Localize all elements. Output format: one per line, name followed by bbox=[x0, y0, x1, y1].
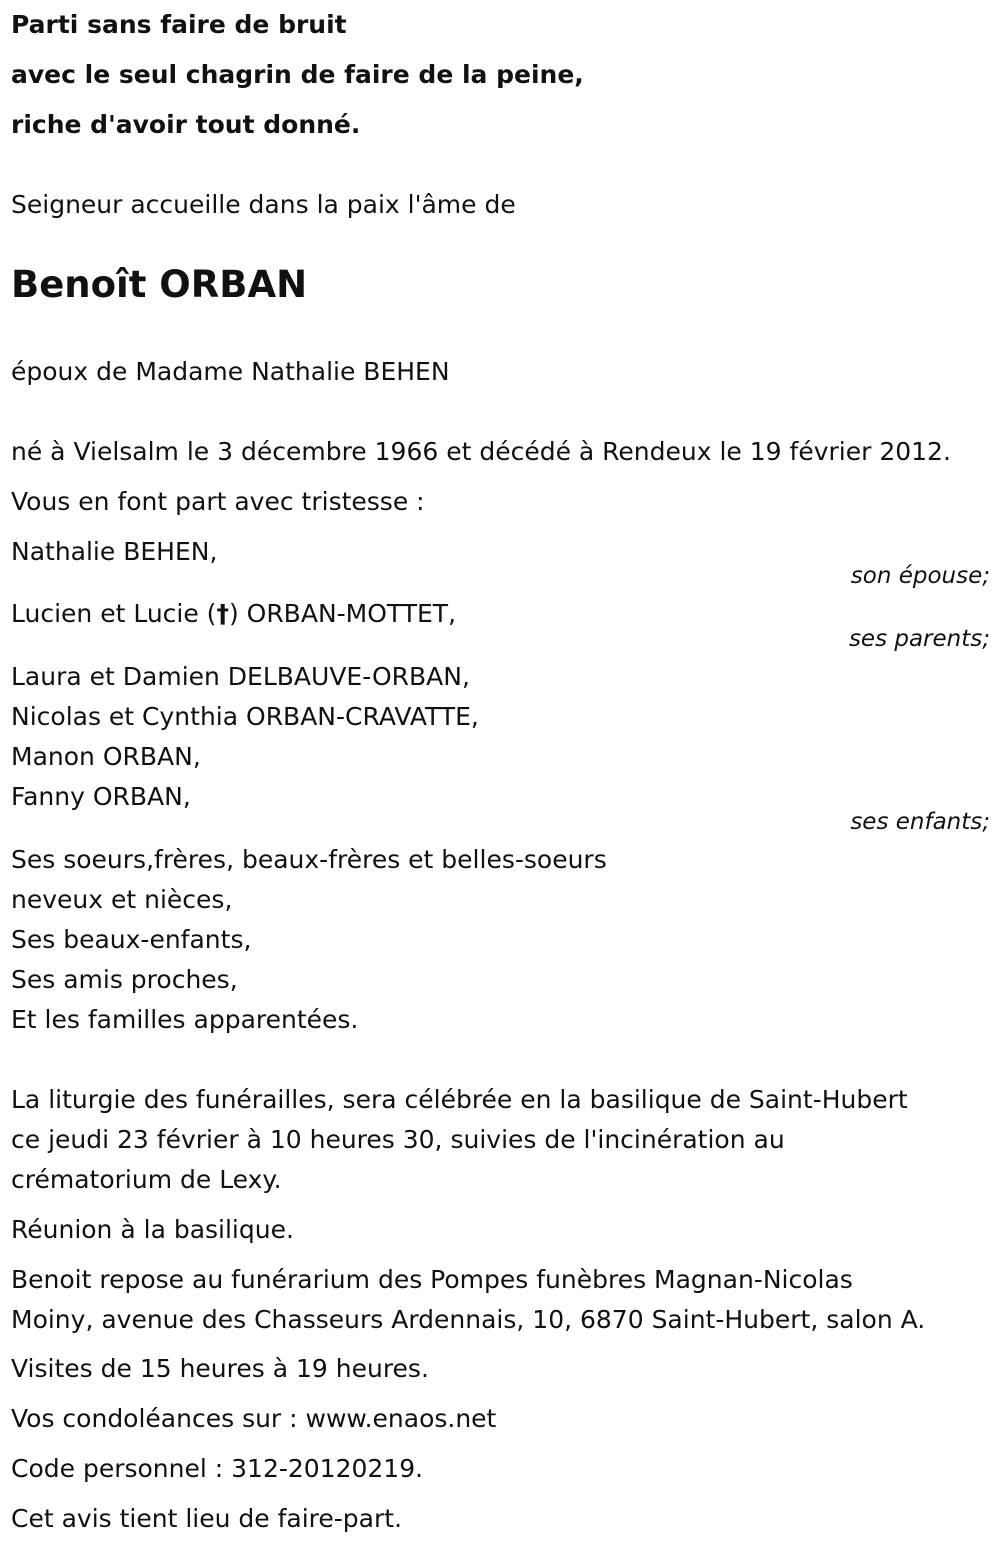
family-child-name: Manon ORBAN, bbox=[11, 742, 201, 771]
spouse-line: époux de Madame Nathalie BEHEN bbox=[11, 357, 450, 386]
family-child-name: Fanny ORBAN, bbox=[11, 782, 191, 811]
announcement-line: Vous en font part avec tristesse : bbox=[11, 487, 425, 516]
family-other-line: Ses beaux-enfants, bbox=[11, 925, 252, 954]
poem-line-2: avec le seul chagrin de faire de la peine, bbox=[11, 60, 584, 89]
visits-line: Visites de 15 heures à 19 heures. bbox=[11, 1354, 429, 1383]
family-child-name: Laura et Damien DELBAUVE-ORBAN, bbox=[11, 662, 470, 691]
family-other-line: Ses amis proches, bbox=[11, 965, 238, 994]
poem-line-3: riche d'avoir tout donné. bbox=[11, 110, 361, 139]
family-other-line: Et les familles apparentées. bbox=[11, 1005, 359, 1034]
family-children-relation: ses enfants; bbox=[850, 809, 990, 835]
intro-text: Seigneur accueille dans la paix l'âme de bbox=[11, 190, 516, 219]
funeral-line: ce jeudi 23 février à 10 heures 30, suivies de l'incinération au bbox=[11, 1125, 785, 1154]
code-line: Code personnel : 312-20120219. bbox=[11, 1454, 424, 1483]
birth-death-line: né à Vielsalm le 3 décembre 1966 et décédé à Rendeux le 19 février 2012. bbox=[11, 437, 951, 466]
parents-text-after: ) ORBAN-MOTTET, bbox=[228, 599, 457, 628]
funeral-line: La liturgie des funérailles, sera célébrée en la basilique de Saint-Hubert bbox=[11, 1085, 908, 1114]
family-other-line: neveux et nièces, bbox=[11, 885, 233, 914]
family-parents-name bbox=[11, 599, 456, 629]
poem-line-1: Parti sans faire de bruit bbox=[11, 10, 347, 39]
notice-line: Cet avis tient lieu de faire-part. bbox=[11, 1504, 403, 1533]
repose-line: Benoit repose au funérarium des Pompes funèbres Magnan-Nicolas bbox=[11, 1265, 853, 1294]
repose-line: Moiny, avenue des Chasseurs Ardennais, 10, 6870 Saint-Hubert, salon A. bbox=[11, 1305, 926, 1334]
family-spouse-relation: son épouse; bbox=[850, 563, 990, 589]
meeting-line: Réunion à la basilique. bbox=[11, 1215, 294, 1244]
deceased-name: Benoît ORBAN bbox=[11, 263, 308, 306]
condolences-line: Vos condoléances sur : www.enaos.net bbox=[11, 1404, 497, 1433]
funeral-line: crématorium de Lexy. bbox=[11, 1165, 282, 1194]
parents-text-before: Lucien et Lucie ( bbox=[11, 599, 217, 628]
family-child-name: Nicolas et Cynthia ORBAN-CRAVATTE, bbox=[11, 702, 479, 731]
cross-icon: † bbox=[216, 599, 229, 628]
family-parents-relation: ses parents; bbox=[848, 626, 990, 652]
family-spouse-name: Nathalie BEHEN, bbox=[11, 537, 218, 566]
family-other-line: Ses soeurs,frères, beaux-frères et belles-soeurs bbox=[11, 845, 607, 874]
